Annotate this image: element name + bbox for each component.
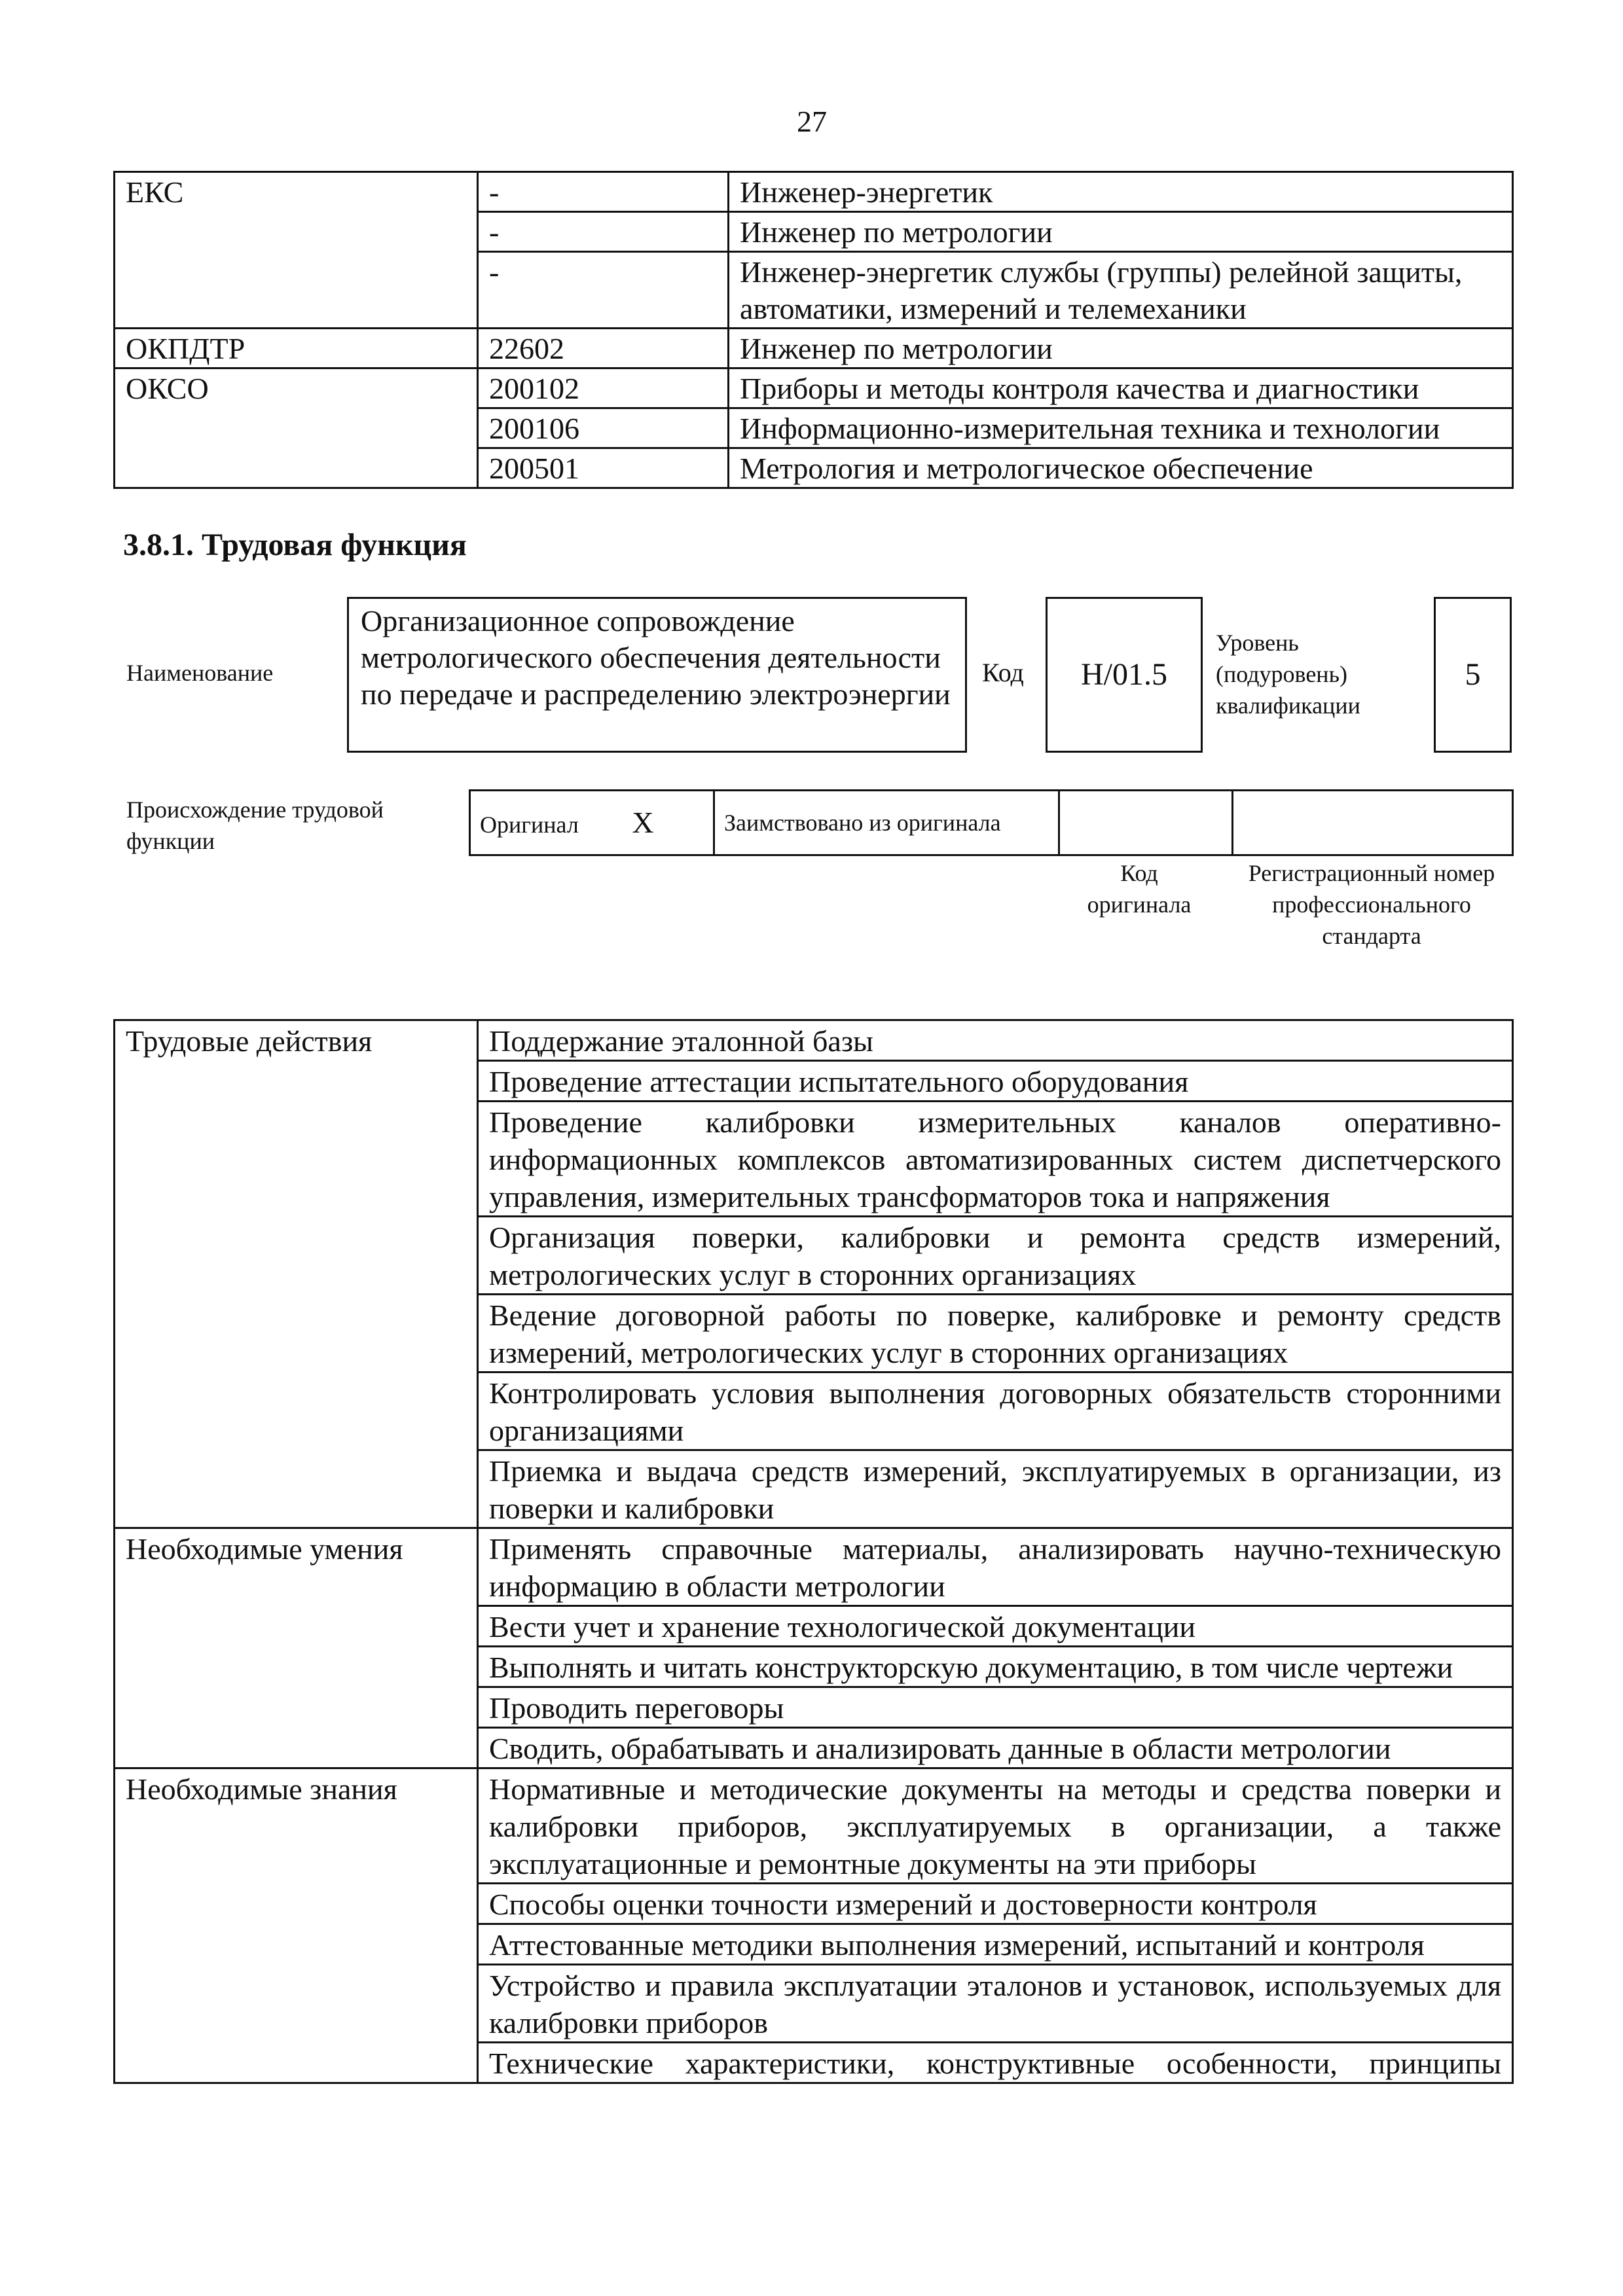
knowledge-item: Нормативные и методические документы на методы и средства поверки и калибровки приборов, эксплуатируемых в организации, а также эксплуатационные и ремонтные документы на эти приборы — [478, 1768, 1513, 1884]
function-details-table — [113, 1019, 1514, 2084]
labor-action-item: Проведение калибровки измерительных каналов оперативно-информационных комплексов автоматизированных систем диспетчерского управления, измерительных трансформаторов тока и напряжения — [478, 1102, 1513, 1217]
knowledge-item: Устройство и правила эксплуатации эталонов и установок, используемых для калибровки приборов — [478, 1965, 1513, 2043]
labor-action-item: Приемка и выдача средств измерений, эксплуатируемых в организации, из поверки и калибровки — [478, 1450, 1513, 1528]
registration-number-cell — [1233, 791, 1513, 855]
name-cell: Метрология и метрологическое обеспечение — [729, 448, 1513, 488]
original-mark: X — [632, 806, 654, 839]
table-row — [470, 791, 1513, 855]
name-cell: Инженер по метрологии — [729, 212, 1513, 252]
code-cell: - — [478, 172, 729, 212]
table-row — [115, 329, 1513, 368]
borrowed-cell: Заимствовано из оригинала — [714, 791, 1059, 855]
name-cell: Информационно-измерительная техника и технологии — [729, 408, 1513, 448]
table-row — [115, 172, 1513, 212]
code-label: Код — [982, 658, 1024, 687]
origin-label: Происхождение трудовой функции — [126, 797, 384, 854]
labor-action-item: Контролировать условия выполнения договорных обязательств сторонними организациями — [478, 1372, 1513, 1450]
labor-action-item: Организация поверки, калибровки и ремонта средств измерений, метрологических услуг в сторонних организациях — [478, 1217, 1513, 1295]
knowledge-item: Технические характеристики, конструктивные особенности, принципы — [478, 2043, 1513, 2083]
skill-item: Выполнять и читать конструкторскую документацию, в том числе чертежи — [478, 1647, 1513, 1687]
original-cell — [470, 791, 714, 855]
original-code-cell — [1059, 791, 1233, 855]
knowledge-item: Аттестованные методики выполнения измерений, испытаний и контроля — [478, 1924, 1513, 1965]
section-heading: 3.8.1. Трудовая функция — [123, 528, 467, 562]
level-box — [1434, 597, 1512, 753]
function-code-box — [1046, 597, 1203, 753]
labor-action-item: Проведение аттестации испытательного оборудования — [478, 1061, 1513, 1102]
table-row — [115, 368, 1513, 408]
table-row — [115, 1768, 1513, 1884]
table-row — [115, 1020, 1513, 1061]
level-value: 5 — [1465, 657, 1481, 692]
name-cell: Инженер по метрологии — [729, 329, 1513, 368]
skill-item: Применять справочные материалы, анализировать научно-техническую информацию в области метрологии — [478, 1528, 1513, 1606]
level-label: Уровень (подуровень) квалификации — [1216, 630, 1360, 719]
group-cell: ЕКС — [115, 172, 478, 329]
group-cell: ОКСО — [115, 368, 478, 488]
code-cell: 200102 — [478, 368, 729, 408]
registration-number-caption: Регистрационный номер профессионального стандарта — [1248, 860, 1495, 949]
code-cell: 200106 — [478, 408, 729, 448]
code-cell: 200501 — [478, 448, 729, 488]
name-cell: Приборы и методы контроля качества и диагностики — [729, 368, 1513, 408]
skill-item: Сводить, обрабатывать и анализировать данные в области метрологии — [478, 1728, 1513, 1768]
labor-action-item: Ведение договорной работы по поверке, калибровке и ремонту средств измерений, метрологических услуг в сторонних организациях — [478, 1295, 1513, 1372]
name-cell: Инженер-энергетик — [729, 172, 1513, 212]
labor-action-item: Поддержание эталонной базы — [478, 1020, 1513, 1061]
name-cell: Инженер-энергетик службы (группы) релейной защиты, автоматики, измерений и телемеханики — [729, 252, 1513, 329]
original-code-caption: Код оригинала — [1087, 860, 1192, 918]
table-row — [115, 1528, 1513, 1606]
code-cell: - — [478, 252, 729, 329]
classification-table — [113, 171, 1514, 489]
code-cell: 22602 — [478, 329, 729, 368]
origin-table — [469, 789, 1514, 856]
group-cell: ОКПДТР — [115, 329, 478, 368]
code-cell: - — [478, 212, 729, 252]
page-number: 27 — [797, 105, 827, 138]
function-name-box: Организационное сопровождение метрологического обеспечения деятельности по передаче и распределению электроэнергии — [347, 597, 967, 753]
function-code-value: Н/01.5 — [1081, 657, 1167, 692]
knowledge-item: Способы оценки точности измерений и достоверности контроля — [478, 1884, 1513, 1924]
original-label: Оригинал — [480, 812, 579, 838]
row-label: Необходимые умения — [115, 1528, 478, 1768]
skill-item: Вести учет и хранение технологической документации — [478, 1606, 1513, 1647]
skill-item: Проводить переговоры — [478, 1687, 1513, 1728]
row-label: Трудовые действия — [115, 1020, 478, 1528]
row-label: Необходимые знания — [115, 1768, 478, 2083]
name-label: Наименование — [126, 660, 274, 686]
